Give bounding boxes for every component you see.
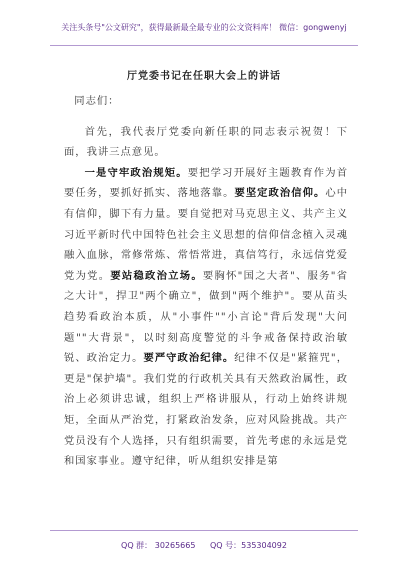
point-one-heading: 一是守牢政治规矩。 bbox=[84, 166, 188, 179]
document-body bbox=[64, 91, 348, 472]
point-one-emphasis-2: 要坚定政治信仰。 bbox=[234, 187, 326, 200]
point-one-emphasis-3: 要站稳政治立场。 bbox=[110, 269, 203, 282]
intro-paragraph: 首先，我代表厅党委向新任职的同志表示祝贺！下面，我讲三点意见。 bbox=[64, 125, 348, 159]
page-header: 关注头条号"公文研究"，获得最新最全最专业的公文资料库！ 微信：gongwenyj bbox=[61, 23, 347, 32]
point-one-text-3: 要胸怀"国之大者"、服务"省之大计"，捍卫"两个确立"，做到"两个维护"。要从苗头趋势看政治本质，从"小事件""小言论"背后发现"大问题""大背景"，以时刻高度警觉的斗争戒备保持政治敏锐、政治定力。 bbox=[64, 269, 349, 365]
page-footer bbox=[0, 540, 408, 551]
footer-divider bbox=[50, 530, 358, 531]
point-one-text-4: 纪律不仅是"紧箍咒"，更是"保护墙"。我们党的行政机关具有天然政治属性，政治上必须讲忠诚，组织上严格讲服从，行动上始终讲规矩，全面从严治党，打紧政治发条，应对风险挑战。共产党员没有个人选择，只有组织需要，首先考虑的永远是党和国家事业。遵守纪律，听从组织安排是第 bbox=[64, 352, 348, 468]
point-one-emphasis-4: 要严守政治纪律。 bbox=[143, 352, 235, 365]
salutation: 同志们： bbox=[74, 95, 120, 107]
point-one-text-2: 心中有信仰，脚下有力量。要自觉把对马克思主义、共产主义习近平新时代中国特色社会主义思想的信仰信念植入灵魂融入血脉，常修常炼、常悟常进，真信笃行，永远信党爱党为党。 bbox=[64, 187, 349, 282]
header-divider bbox=[50, 45, 358, 46]
point-one-text-1: 要把学习开展好主题教育作为首要任务，要抓好抓实、落地落靠。 bbox=[64, 166, 349, 200]
footer-qq-number: QQ 号：535304092 bbox=[210, 541, 287, 550]
document-title: 厅党委书记在任职大会上的讲话 bbox=[127, 71, 281, 82]
point-one-paragraph bbox=[64, 163, 348, 472]
footer-qq-group: QQ 群： 30265665 bbox=[121, 541, 196, 550]
